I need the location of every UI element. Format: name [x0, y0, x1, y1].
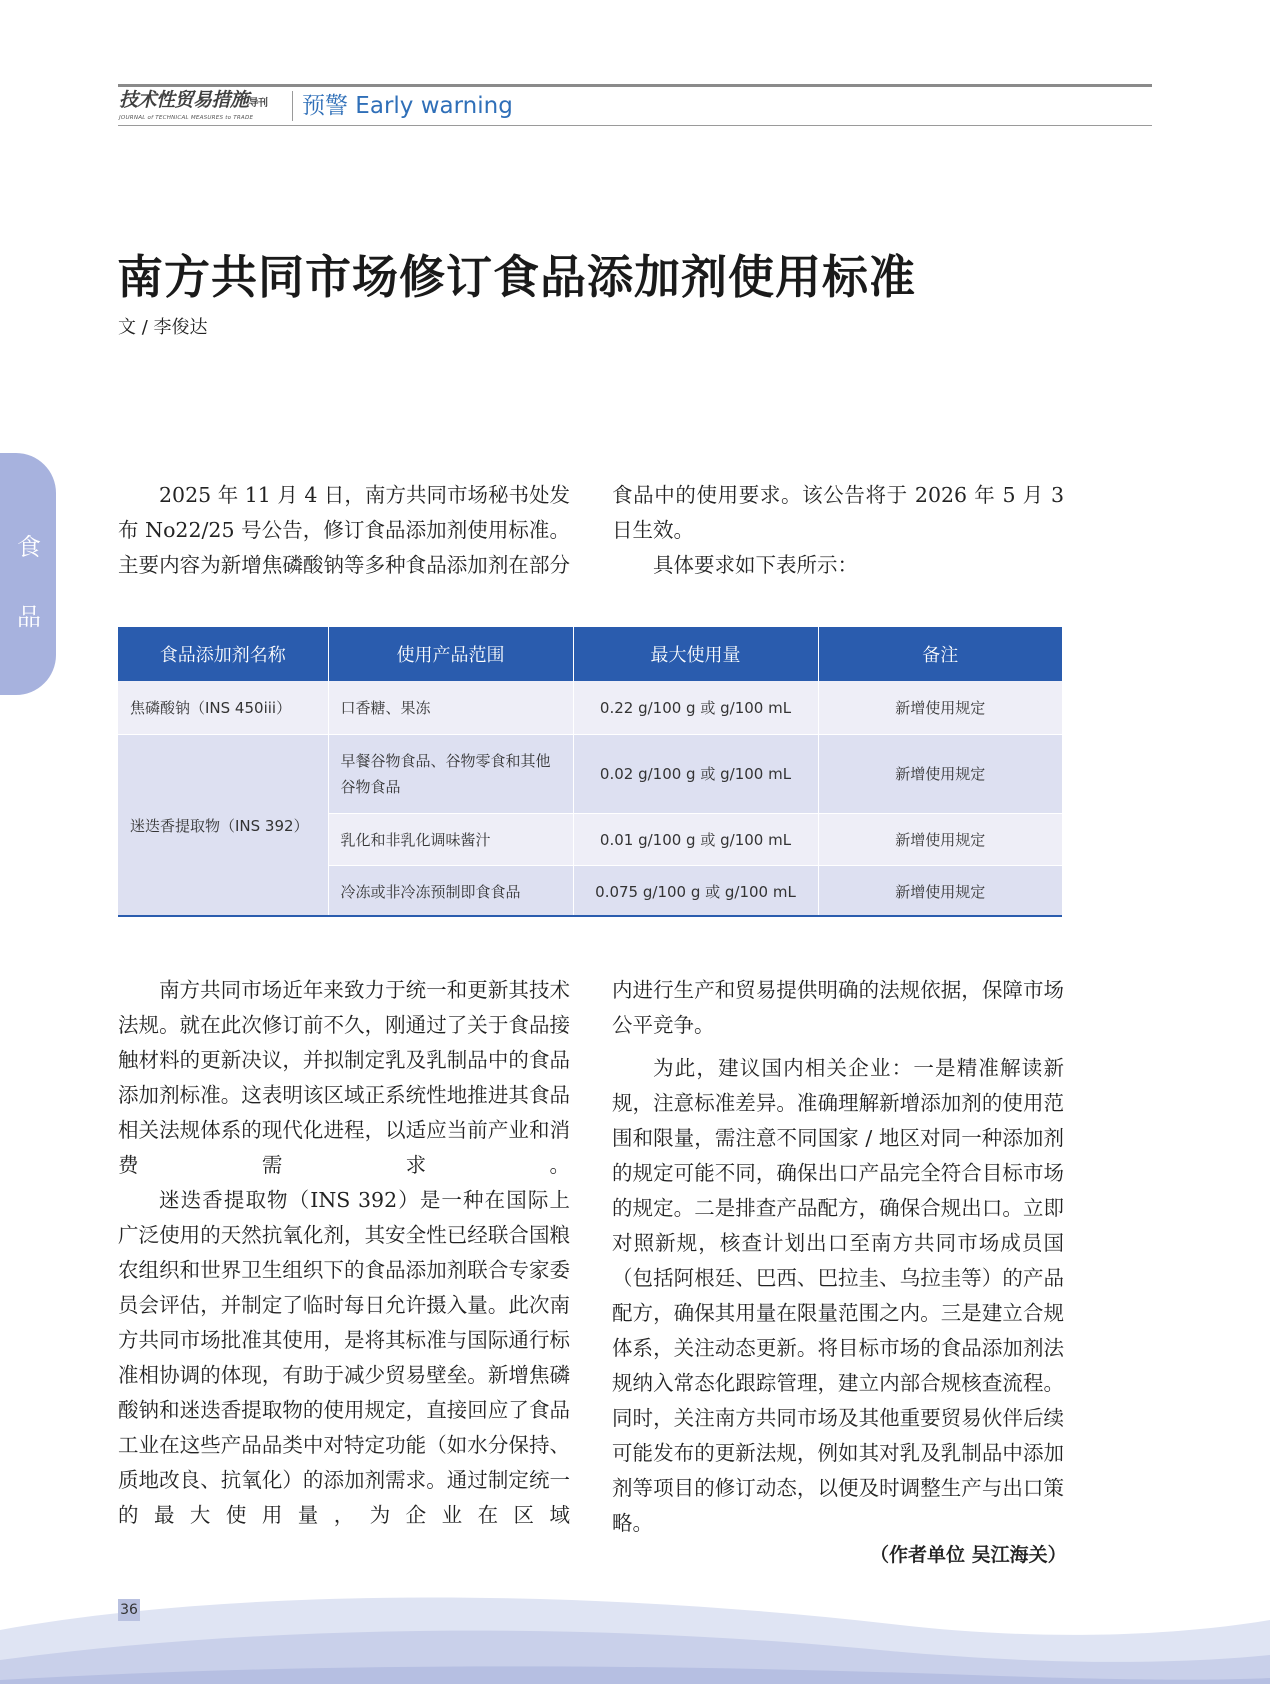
additive-name-cell: 焦磷酸钠（INS 450iii）	[118, 681, 328, 734]
table-row	[118, 734, 1062, 813]
note-cell: 新增使用规定	[818, 734, 1062, 813]
note-cell: 新增使用规定	[818, 865, 1062, 917]
page-number: 36	[118, 1599, 140, 1621]
article-title: 南方共同市场修订食品添加剂使用标准	[117, 250, 916, 304]
max-usage-cell: 0.01 g/100 g 或 g/100 mL	[573, 813, 818, 865]
product-scope-cell: 乳化和非乳化调味酱汁	[328, 813, 573, 865]
intro-right-column	[612, 478, 1064, 583]
table-lead-in: 具体要求如下表所示：	[653, 553, 858, 577]
max-usage-cell: 0.22 g/100 g 或 g/100 mL	[573, 681, 818, 734]
table-bottom-rule	[118, 915, 1062, 917]
table-header-cell: 食品添加剂名称	[118, 627, 328, 681]
table-header-cell: 最大使用量	[573, 627, 818, 681]
journal-name-en: JOURNAL of TECHNICAL MEASURES to TRADE	[119, 115, 254, 121]
body-paragraph: 迷迭香提取物（INS 392）是一种在国际上广泛使用的天然抗氧化剂，其安全性已经联合国粮农组织和世界卫生组织下的食品添加剂联合专家委员会评估，并制定了临时每日允许摄入量。此次南方共同市场批准其使用，是将其标准与国际通行标准相协调的体现，有助于减少贸易壁垒。新增焦磷酸钠和迷迭香提取物的使用规定，直接回应了食品工业在这些产品品类中对特定功能（如水分保持、质地改良、抗氧化）的添加剂需求。通过制定统一的最大使用量，为企业在区域	[118, 1188, 570, 1527]
body-paragraph: 为此，建议国内相关企业：一是精准解读新规，注意标准差异。准确理解新增添加剂的使用范围和限量，需注意不同国家 / 地区对同一种添加剂的规定可能不同，确保出口产品完全符合目标市场的规定。二是排查产品配方，确保合规出口。立即对照新规，核查计划出口至南方共同市场成员国（包括阿根廷、巴西、巴拉圭、乌拉圭等）的产品配方，确保其用量在限量范围之内。三是建立合规体系，关注动态更新。将目标市场的食品添加剂法规纳入常态化跟踪管理，建立内部合规核查流程。同时，关注南方共同市场及其他重要贸易伙伴后续可能发布的更新法规，例如其对乳及乳制品中添加剂等项目的修订动态，以便及时调整生产与出口策略。	[612, 1056, 1064, 1535]
header-top-rule	[118, 84, 1152, 87]
section-label: 预警 Early warning	[302, 93, 513, 119]
side-tab-char: 食	[17, 533, 41, 561]
body-left-column	[118, 973, 570, 1533]
journal-name-suffix: 导刊	[248, 98, 268, 109]
footer-wave-decoration	[0, 1580, 1270, 1684]
journal-name-cn: 技术性贸易措施	[119, 89, 249, 111]
body-paragraph: 内进行生产和贸易提供明确的法规依据，保障市场公平竞争。	[612, 978, 1064, 1037]
product-scope-cell: 口香糖、果冻	[328, 681, 573, 734]
header-separator	[292, 91, 293, 121]
header-bottom-rule	[118, 125, 1152, 126]
max-usage-cell: 0.075 g/100 g 或 g/100 mL	[573, 865, 818, 917]
product-scope-cell: 早餐谷物食品、谷物零食和其他谷物食品	[328, 734, 573, 813]
category-side-tab	[0, 453, 56, 695]
intro-left-column	[118, 478, 570, 583]
additive-requirements-table	[118, 627, 1062, 918]
additive-name-cell: 迷迭香提取物（INS 392）	[118, 734, 328, 917]
product-scope-cell: 冷冻或非冷冻预制即食食品	[328, 865, 573, 917]
table-header-cell: 备注	[818, 627, 1062, 681]
author-affiliation: （作者单位 吴江海关）	[870, 1544, 1067, 1566]
intro-paragraph: 2025 年 11 月 4 日，南方共同市场秘书处发布 No22/25 号公告，修订食品添加剂使用标准。主要内容为新增焦磷酸钠等多种食品添加剂在部分	[118, 483, 570, 577]
max-usage-cell: 0.02 g/100 g 或 g/100 mL	[573, 734, 818, 813]
body-paragraph: 南方共同市场近年来致力于统一和更新其技术法规。就在此次修订前不久，刚通过了关于食品接触材料的更新决议，并拟制定乳及乳制品中的食品添加剂标准。这表明该区域正系统性地推进其食品相关法规体系的现代化进程，以适应当前产业和消费需求。	[118, 978, 570, 1177]
article-byline: 文 / 李俊达	[118, 317, 208, 338]
side-tab-char: 品	[17, 603, 41, 631]
journal-logo	[119, 89, 284, 123]
note-cell: 新增使用规定	[818, 681, 1062, 734]
body-right-column	[612, 973, 1064, 1541]
note-cell: 新增使用规定	[818, 813, 1062, 865]
intro-paragraph-cont: 食品中的使用要求。该公告将于 2026 年 5 月 3 日生效。	[612, 483, 1064, 542]
table-header-row	[118, 627, 1062, 681]
table-header-cell: 使用产品范围	[328, 627, 573, 681]
table-row	[118, 681, 1062, 734]
